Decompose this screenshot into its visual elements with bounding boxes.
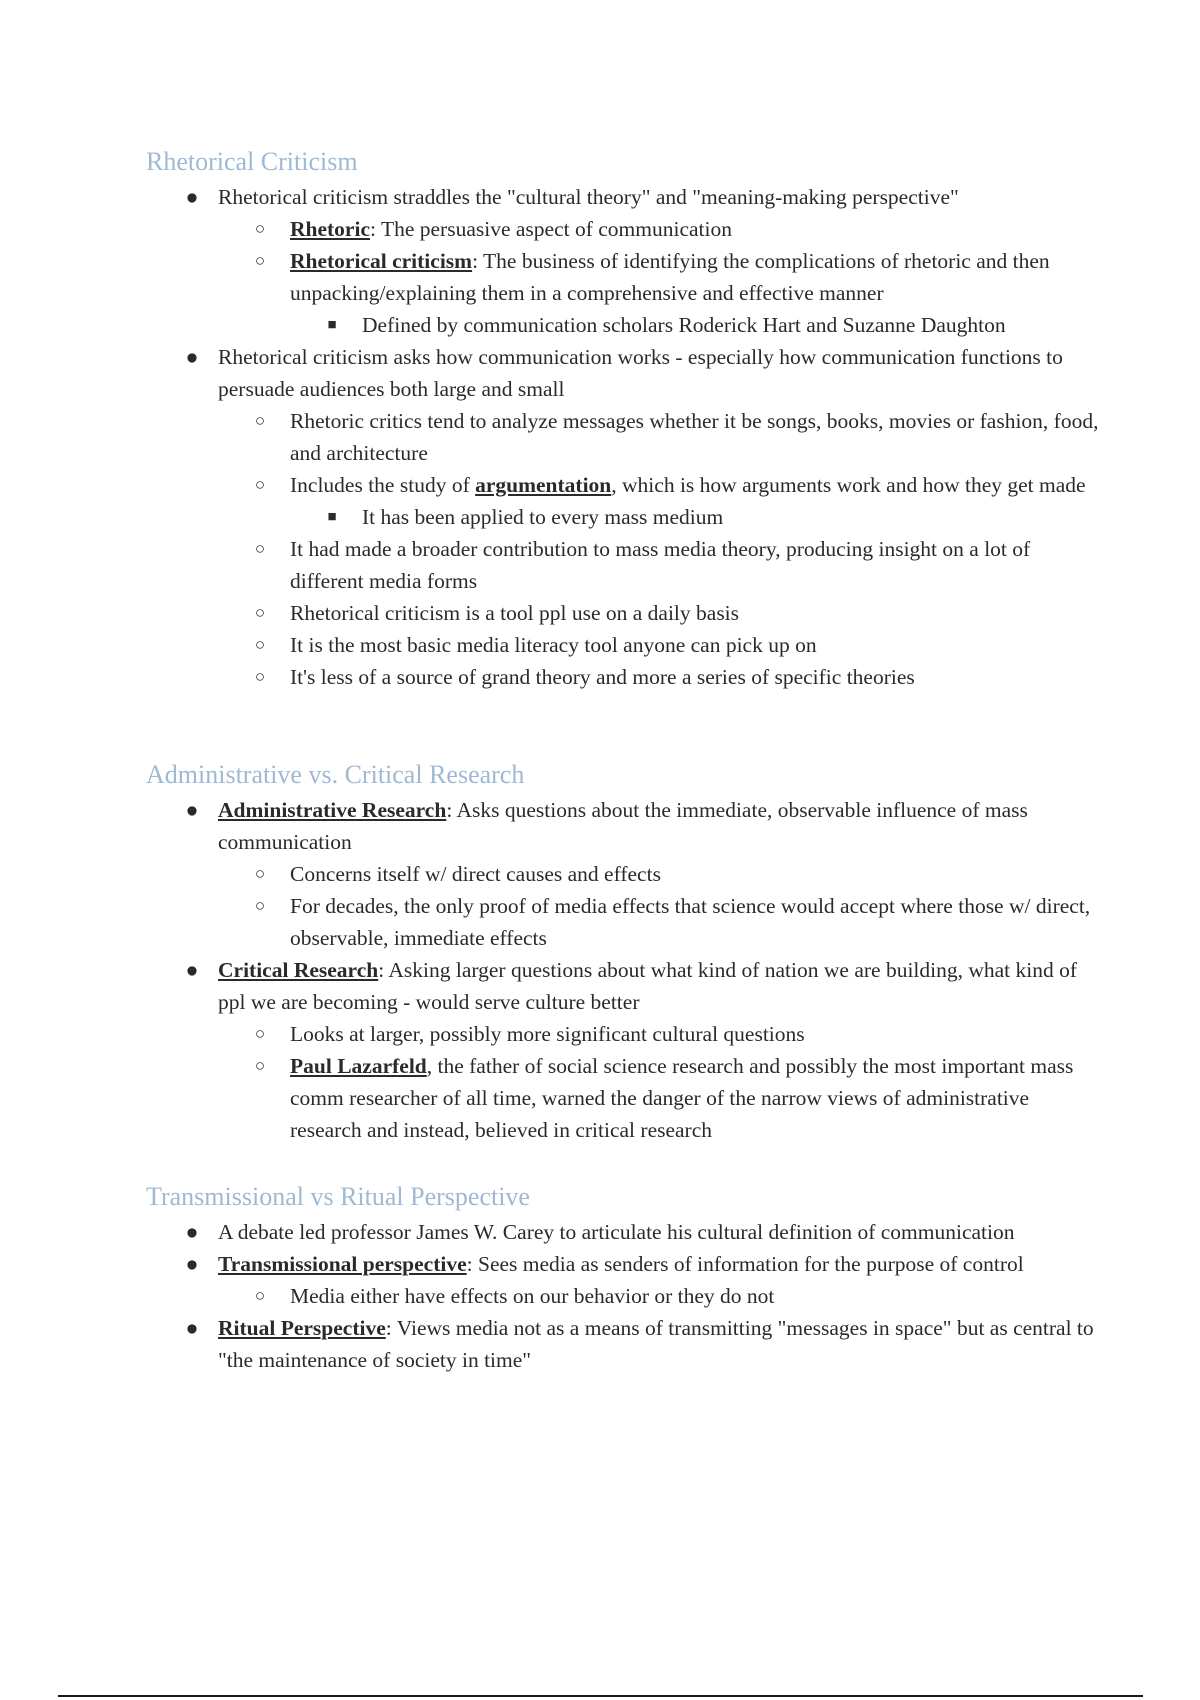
item-text: For decades, the only proof of media effects that science would accept where those w/ direct, observable, immediate effects: [290, 894, 1091, 950]
bullet-icon: ○: [254, 1024, 266, 1043]
bullet-icon: ○: [254, 475, 266, 494]
item-text: Media either have effects on our behavior or they do not: [290, 1284, 775, 1308]
section-transmissional-vs-ritual: [146, 1180, 1106, 1376]
item-text: It had made a broader contribution to mass media theory, producing insight on a lot of different media forms: [290, 537, 1031, 593]
item-text: Concerns itself w/ direct causes and effects: [290, 862, 661, 886]
item-text: : Sees media as senders of information for the purpose of control: [466, 1252, 1024, 1276]
bullet-icon: ■: [327, 509, 337, 525]
bullet-icon: ■: [327, 317, 337, 333]
bullet-icon: ○: [254, 1286, 266, 1305]
bullet-icon: ○: [254, 219, 266, 238]
bullet-icon: ●: [185, 185, 199, 209]
key-term: Paul Lazarfeld: [290, 1054, 427, 1078]
list-item: [146, 501, 1106, 533]
bullet-icon: ○: [254, 896, 266, 915]
page-bottom-rule: [58, 1695, 1143, 1697]
bullet-icon: ●: [185, 1220, 199, 1244]
bullet-icon: ●: [185, 1252, 199, 1276]
bullet-icon: ○: [254, 603, 266, 622]
section-heading: Transmissional vs Ritual Perspective: [146, 1182, 530, 1211]
bullet-icon: ○: [254, 864, 266, 883]
list-item: [146, 245, 1106, 309]
list-item: [146, 1018, 1106, 1050]
bullet-icon: ●: [185, 345, 199, 369]
list-item: [146, 181, 1106, 213]
list-item: [146, 858, 1106, 890]
section-rhetorical-criticism: [146, 145, 1106, 693]
bullet-icon: ○: [254, 411, 266, 430]
item-text: , the father of social science research and possibly the most important mass comm researcher of all time, warned the danger of the narrow views of administrative research and instead, believed in critical research: [290, 1054, 1074, 1142]
list-item: [146, 890, 1106, 954]
item-text: : The business of identifying the complications of rhetoric and then unpacking/explaining them in a comprehensive and effective manner: [290, 249, 1050, 305]
list-item: [146, 341, 1106, 405]
bullet-icon: ●: [185, 1316, 199, 1340]
item-text: : Asking larger questions about what kind of nation we are building, what kind of ppl we are becoming - would serve culture better: [218, 958, 1078, 1014]
item-text-prefix: Includes the study of: [290, 473, 476, 497]
key-term: Rhetoric: [290, 217, 370, 241]
list-item: [146, 954, 1106, 1018]
list-item: [146, 1050, 1106, 1146]
item-text: : The persuasive aspect of communication: [370, 217, 733, 241]
bullet-icon: ○: [254, 635, 266, 654]
key-term: Rhetorical criticism: [290, 249, 473, 273]
key-term: Administrative Research: [218, 798, 447, 822]
item-text: : Asks questions about the immediate, observable influence of mass communication: [218, 798, 1028, 854]
list-item: [146, 794, 1106, 858]
bullet-icon: ○: [254, 667, 266, 686]
item-text: It has been applied to every mass medium: [362, 505, 724, 529]
item-text: It is the most basic media literacy tool anyone can pick up on: [290, 633, 817, 657]
key-term: Transmissional perspective: [218, 1252, 467, 1276]
key-term: argumentation: [475, 473, 612, 497]
item-text: : Views media not as a means of transmitting "messages in space" but as central to "the maintenance of society in time": [218, 1316, 1094, 1372]
item-text: Rhetorical criticism asks how communication works - especially how communication functions to persuade audiences both large and small: [218, 345, 1063, 401]
item-text: It's less of a source of grand theory and more a series of specific theories: [290, 665, 915, 689]
list-item: [146, 1280, 1106, 1312]
list-item: [146, 405, 1106, 469]
list-item: [146, 597, 1106, 629]
item-text: Rhetorical criticism is a tool ppl use on a daily basis: [290, 601, 740, 625]
key-term: Ritual Perspective: [218, 1316, 386, 1340]
item-text: Looks at larger, possibly more significant cultural questions: [290, 1022, 805, 1046]
list-item: [146, 533, 1106, 597]
list-item: [146, 213, 1106, 245]
item-text: Defined by communication scholars Roderick Hart and Suzanne Daughton: [362, 313, 1006, 337]
item-text: , which is how arguments work and how they get made: [611, 473, 1086, 497]
bullet-list: [146, 1216, 1106, 1376]
item-text: A debate led professor James W. Carey to articulate his cultural definition of communication: [218, 1220, 1015, 1244]
list-item: [146, 661, 1106, 693]
list-item: [146, 1312, 1106, 1376]
list-item: [146, 309, 1106, 341]
bullet-icon: ●: [185, 958, 199, 982]
bullet-icon: ○: [254, 1056, 266, 1075]
key-term: Critical Research: [218, 958, 379, 982]
list-item: [146, 1248, 1106, 1280]
item-text: Rhetoric critics tend to analyze messages whether it be songs, books, movies or fashion, food, and architecture: [290, 409, 1099, 465]
bullet-list: [146, 181, 1106, 693]
list-item: [146, 469, 1106, 501]
bullet-icon: ○: [254, 539, 266, 558]
bullet-icon: ●: [185, 798, 199, 822]
section-administrative-vs-critical: [146, 758, 1106, 1146]
list-item: [146, 1216, 1106, 1248]
bullet-icon: ○: [254, 251, 266, 270]
section-heading: Administrative vs. Critical Research: [146, 760, 525, 789]
bullet-list: [146, 794, 1106, 1146]
list-item: [146, 629, 1106, 661]
section-heading: Rhetorical Criticism: [146, 147, 358, 176]
item-text: Rhetorical criticism straddles the "cultural theory" and "meaning-making perspective": [218, 185, 959, 209]
